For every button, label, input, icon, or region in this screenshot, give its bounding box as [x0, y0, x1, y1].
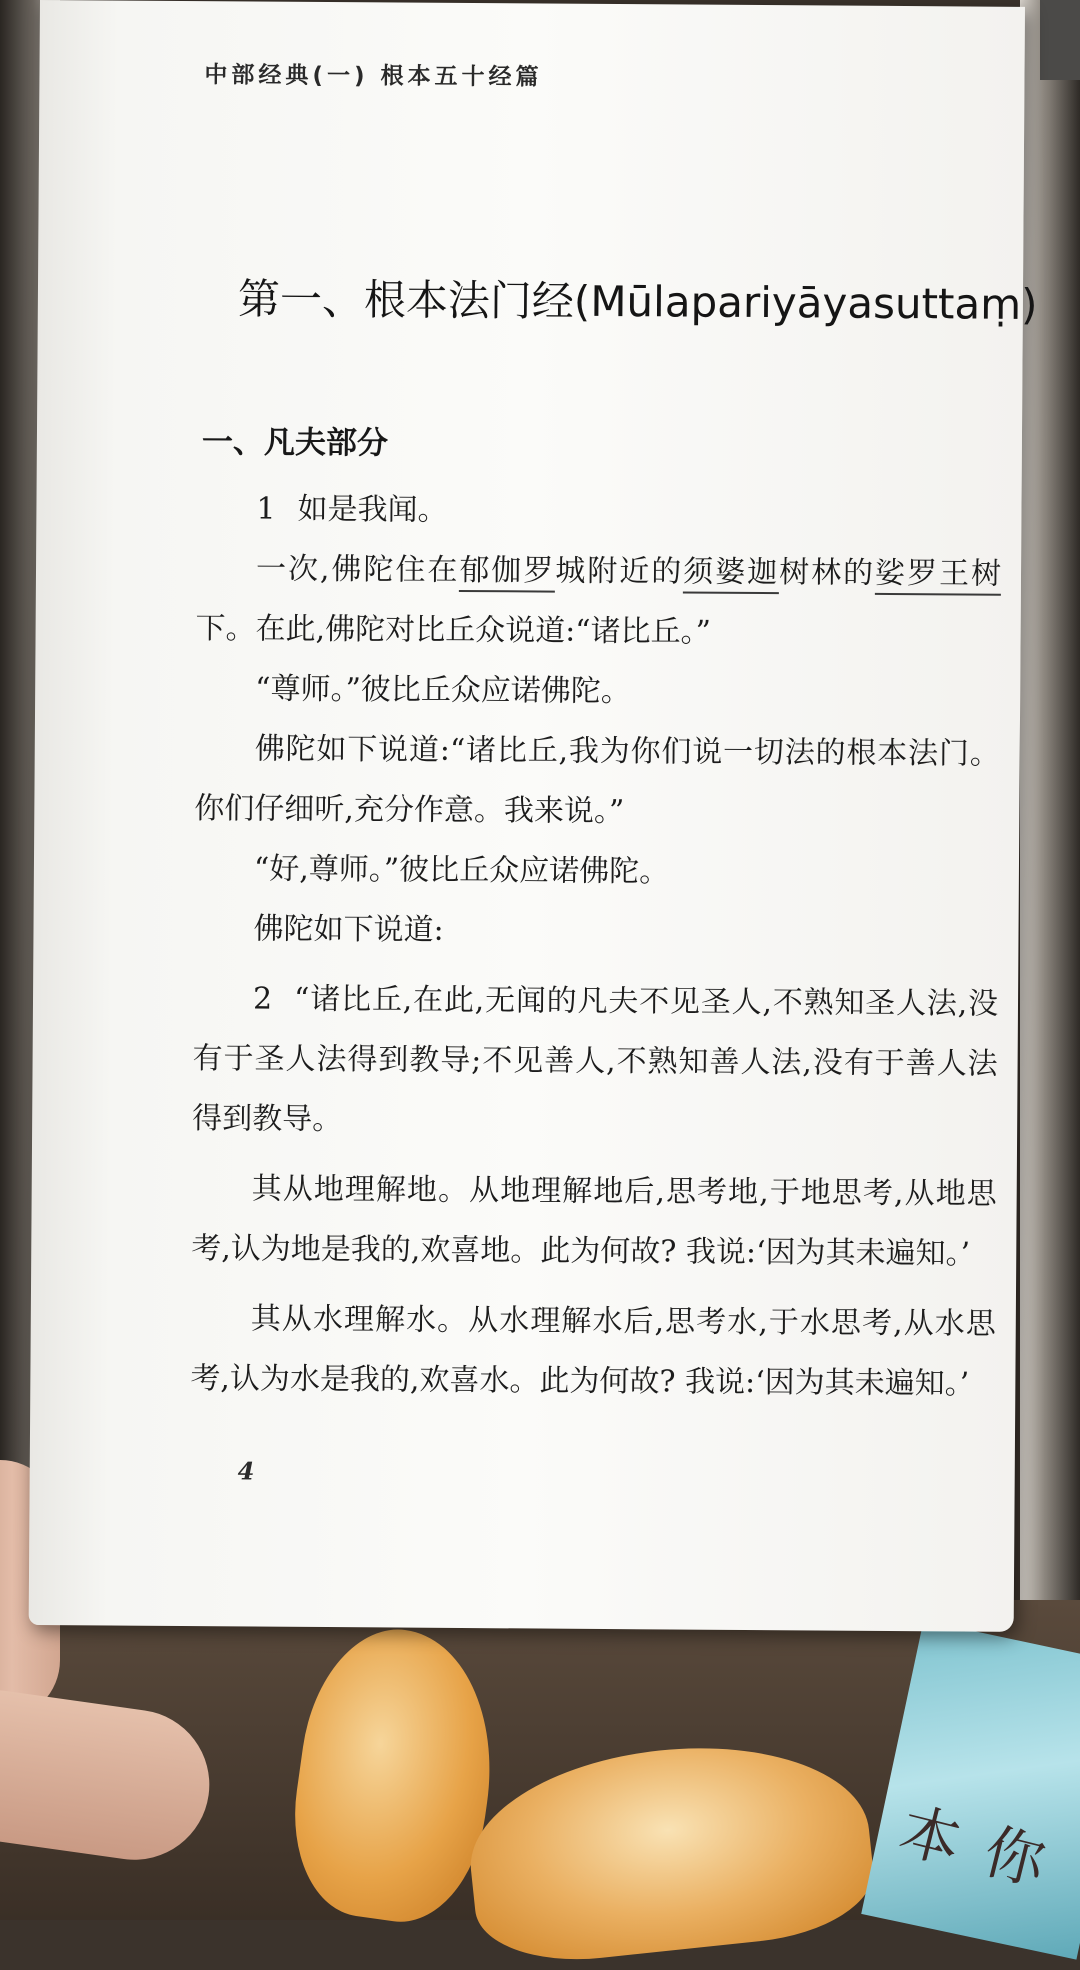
- paragraph-text: 城附近的: [555, 553, 684, 590]
- paragraph-text: 树林的: [779, 555, 876, 591]
- background-corner: [1040, 0, 1080, 80]
- box-lettering: 本 你: [892, 1795, 1057, 1901]
- page-number: 4: [237, 1456, 255, 1486]
- paragraph: [191, 1159, 997, 1285]
- background-right-pages: [1020, 0, 1080, 1700]
- book-page: [29, 0, 1038, 1632]
- paragraph-number: 1: [256, 491, 276, 527]
- paragraph: [195, 539, 1001, 665]
- paragraph: [190, 1289, 996, 1415]
- paragraph-text: 佛陀如下说道:: [253, 911, 444, 948]
- paragraph-text: 一次,佛陀住在: [255, 551, 460, 588]
- paragraph: [196, 479, 1001, 545]
- paragraph-text: “尊师。”彼比丘众应诺佛陀。: [255, 671, 631, 710]
- body-text: [190, 479, 1001, 1415]
- paragraph-text: “诸比丘,在此,无闻的凡夫不见圣人,不熟知圣人法,没有于圣人法得到教导;不见善人,不熟知善人法,没有于善人法得到教导。: [192, 981, 999, 1138]
- place-name-underlined: 郁伽罗: [459, 553, 555, 593]
- paragraph-text: 佛陀如下说道:“诸比丘,我为你们说一切法的根本法门。你们仔细听,充分作意。我来说。”: [194, 731, 1000, 830]
- paragraph-text: 其从水理解水。从水理解水后,思考水,于水思考,从水思考,认为水是我的,欢喜水。此为何故? 我说:‘因为其未遍知。’: [190, 1301, 996, 1402]
- place-name-underlined: 须婆迦: [683, 555, 779, 595]
- place-name-underlined: 娑罗王树: [875, 556, 1001, 596]
- paragraph: [194, 719, 1000, 845]
- running-head: 中部经典(一) 根本五十经篇: [204, 62, 543, 91]
- paragraph-text: 如是我闻。: [297, 491, 448, 528]
- paragraph: [194, 839, 999, 905]
- paragraph-text: “好,尊师。”彼比丘众应诺佛陀。: [253, 851, 670, 890]
- paragraph: [195, 659, 1000, 725]
- paragraph-text: 下。在此,佛陀对比丘众说道:“诸比丘。”: [195, 611, 712, 650]
- paragraph-text: 其从地理解地。从地理解地后,思考地,于地思考,从地思考,认为地是我的,欢喜地。此为何故? 我说:‘因为其未遍知。’: [191, 1171, 997, 1272]
- paragraph-number: 2: [252, 981, 273, 1017]
- paragraph: [193, 899, 998, 965]
- paragraph: [192, 969, 998, 1155]
- chapter-title: 第一、根本法门经(Mūlapariyāyasuttaṃ): [237, 274, 1038, 329]
- section-heading: 一、凡夫部分: [201, 424, 389, 462]
